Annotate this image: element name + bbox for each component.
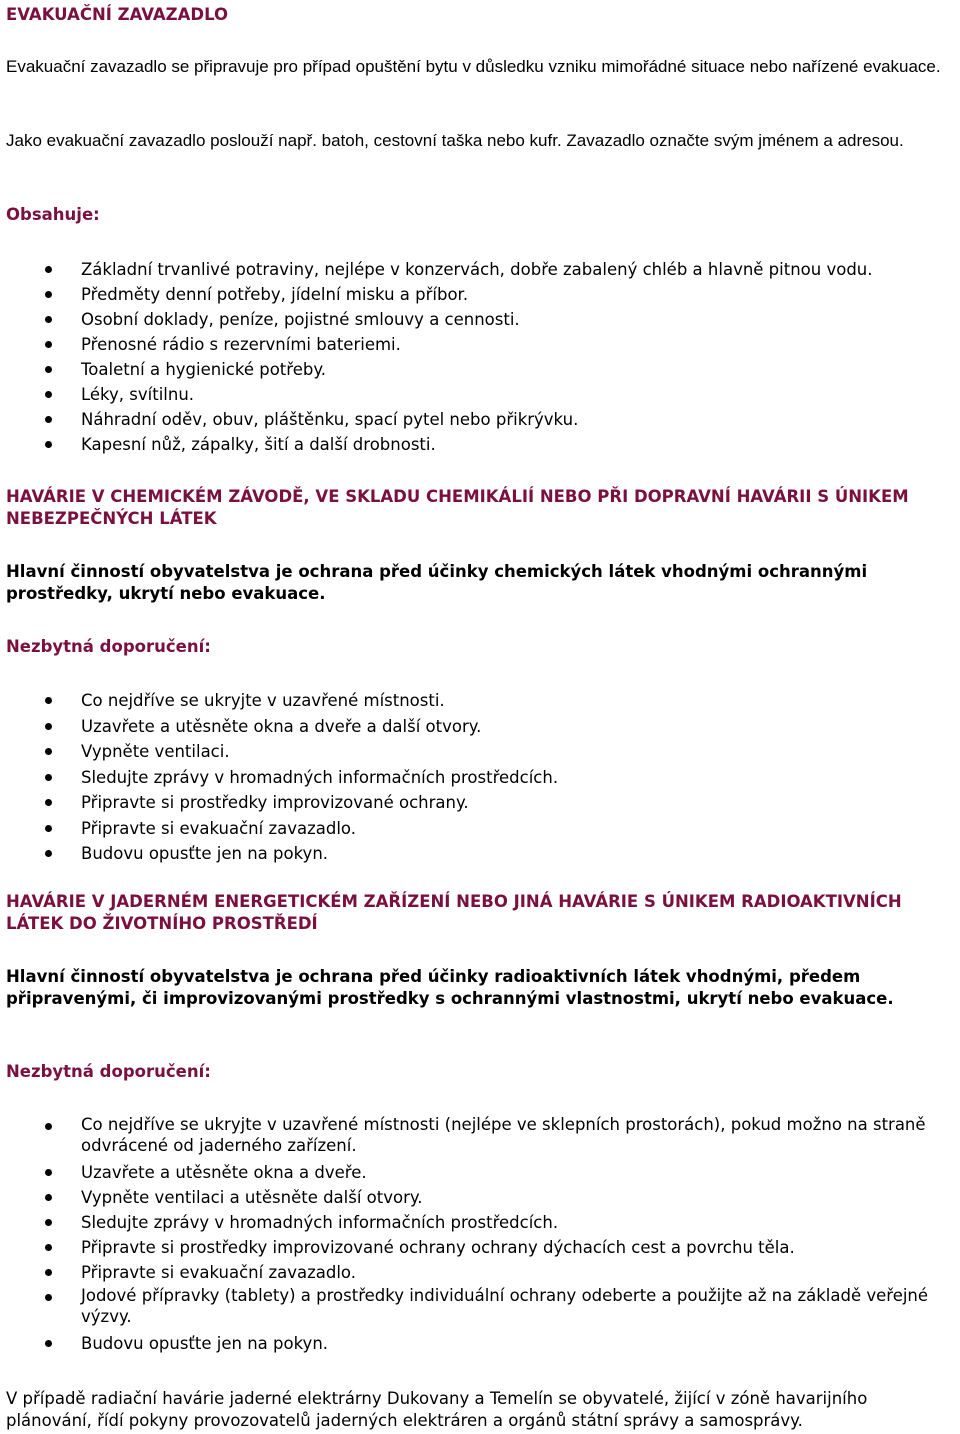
nuclear-recommendations-list [6,1114,954,1356]
recommendations-label-nuclear: Nezbytná doporučení: [6,1062,211,1081]
list-item: Vypněte ventilaci a utěsněte další otvory. [6,1185,954,1210]
list-item: Přenosné rádio s rezervními bateriemi. [6,332,954,357]
list-item: Co nejdříve se ukryjte v uzavřené místnosti. [6,688,954,714]
paragraph-evacuation-intro: Evakuační zavazadlo se připravuje pro případ opuštění bytu v důsledku vzniku mimořádné situace nebo nařízené evakuace. [6,57,941,76]
list-item: Vypněte ventilaci. [6,739,954,765]
section-title-evacuation: EVAKUAČNÍ ZAVAZADLO [6,5,229,24]
list-item: Sledujte zprávy v hromadných informačních prostředcích. [6,1210,954,1235]
section-title-nuclear: HAVÁRIE V JADERNÉM ENERGETICKÉM ZAŘÍZENÍ NEBO JINÁ HAVÁRIE S ÚNIKEM RADIOAKTIVNÍCH LÁTEK DO ŽIVOTNÍHO PROSTŘEDÍ [6,892,902,933]
list-item: Uzavřete a utěsněte okna a dveře a další otvory. [6,714,954,740]
list-item: Kapesní nůž, zápalky, šití a další drobnosti. [6,432,954,457]
list-item: Jodové přípravky (tablety) a prostředky individuální ochrany odeberte a použijte až na základě veřejné výzvy. [6,1285,954,1331]
list-item: Budovu opusťte jen na pokyn. [6,1331,954,1356]
paragraph-nuclear-footer: V případě radiační havárie jaderné elektrárny Dukovany a Temelín se obyvatelé, žijící v zóně havarijního plánování, řídí pokyny provozovatelů jaderných elektráren a orgánů státní správy a samosprávy. [6,1389,868,1430]
list-item: Připravte si prostředky improvizované ochrany. [6,790,954,816]
recommendations-label-chemical: Nezbytná doporučení: [6,637,211,656]
list-item: Připravte si prostředky improvizované ochrany ochrany dýchacích cest a povrchu těla. [6,1235,954,1260]
paragraph-nuclear-main: Hlavní činností obyvatelstva je ochrana před účinky radioaktivních látek vhodnými, předem připravenými, či improvizovanými prostředky s ochrannými vlastnostmi, ukrytí nebo evakuace. [6,967,894,1008]
section-title-chemical: HAVÁRIE V CHEMICKÉM ZÁVODĚ, VE SKLADU CHEMIKÁLIÍ NEBO PŘI DOPRAVNÍ HAVÁRII S ÚNIKEM NEBEZPEČNÝCH LÁTEK [6,487,909,528]
list-item: Toaletní a hygienické potřeby. [6,357,954,382]
chemical-recommendations-list [6,688,954,867]
list-item: Sledujte zprávy v hromadných informačních prostředcích. [6,765,954,791]
list-item: Připravte si evakuační zavazadlo. [6,816,954,842]
list-item: Budovu opusťte jen na pokyn. [6,841,954,867]
evacuation-bag-list [6,257,954,457]
contains-label: Obsahuje: [6,205,100,224]
list-item: Léky, svítilnu. [6,382,954,407]
list-item: Připravte si evakuační zavazadlo. [6,1260,954,1285]
list-item: Uzavřete a utěsněte okna a dveře. [6,1160,954,1185]
paragraph-chemical-main: Hlavní činností obyvatelstva je ochrana před účinky chemických látek vhodnými ochrannými prostředky, ukrytí nebo evakuace. [6,562,868,603]
list-item: Předměty denní potřeby, jídelní misku a příbor. [6,282,954,307]
list-item: Náhradní oděv, obuv, pláštěnku, spací pytel nebo přikrývku. [6,407,954,432]
paragraph-evacuation-bag: Jako evakuační zavazadlo poslouží např. batoh, cestovní taška nebo kufr. Zavazadlo označte svým jménem a adresou. [6,131,904,150]
list-item: Co nejdříve se ukryjte v uzavřené místnosti (nejlépe ve sklepních prostorách), pokud možno na straně odvrácené od jaderného zařízení. [6,1114,954,1160]
list-item: Základní trvanlivé potraviny, nejlépe v konzervách, dobře zabalený chléb a hlavně pitnou vodu. [6,257,954,282]
list-item: Osobní doklady, peníze, pojistné smlouvy a cennosti. [6,307,954,332]
